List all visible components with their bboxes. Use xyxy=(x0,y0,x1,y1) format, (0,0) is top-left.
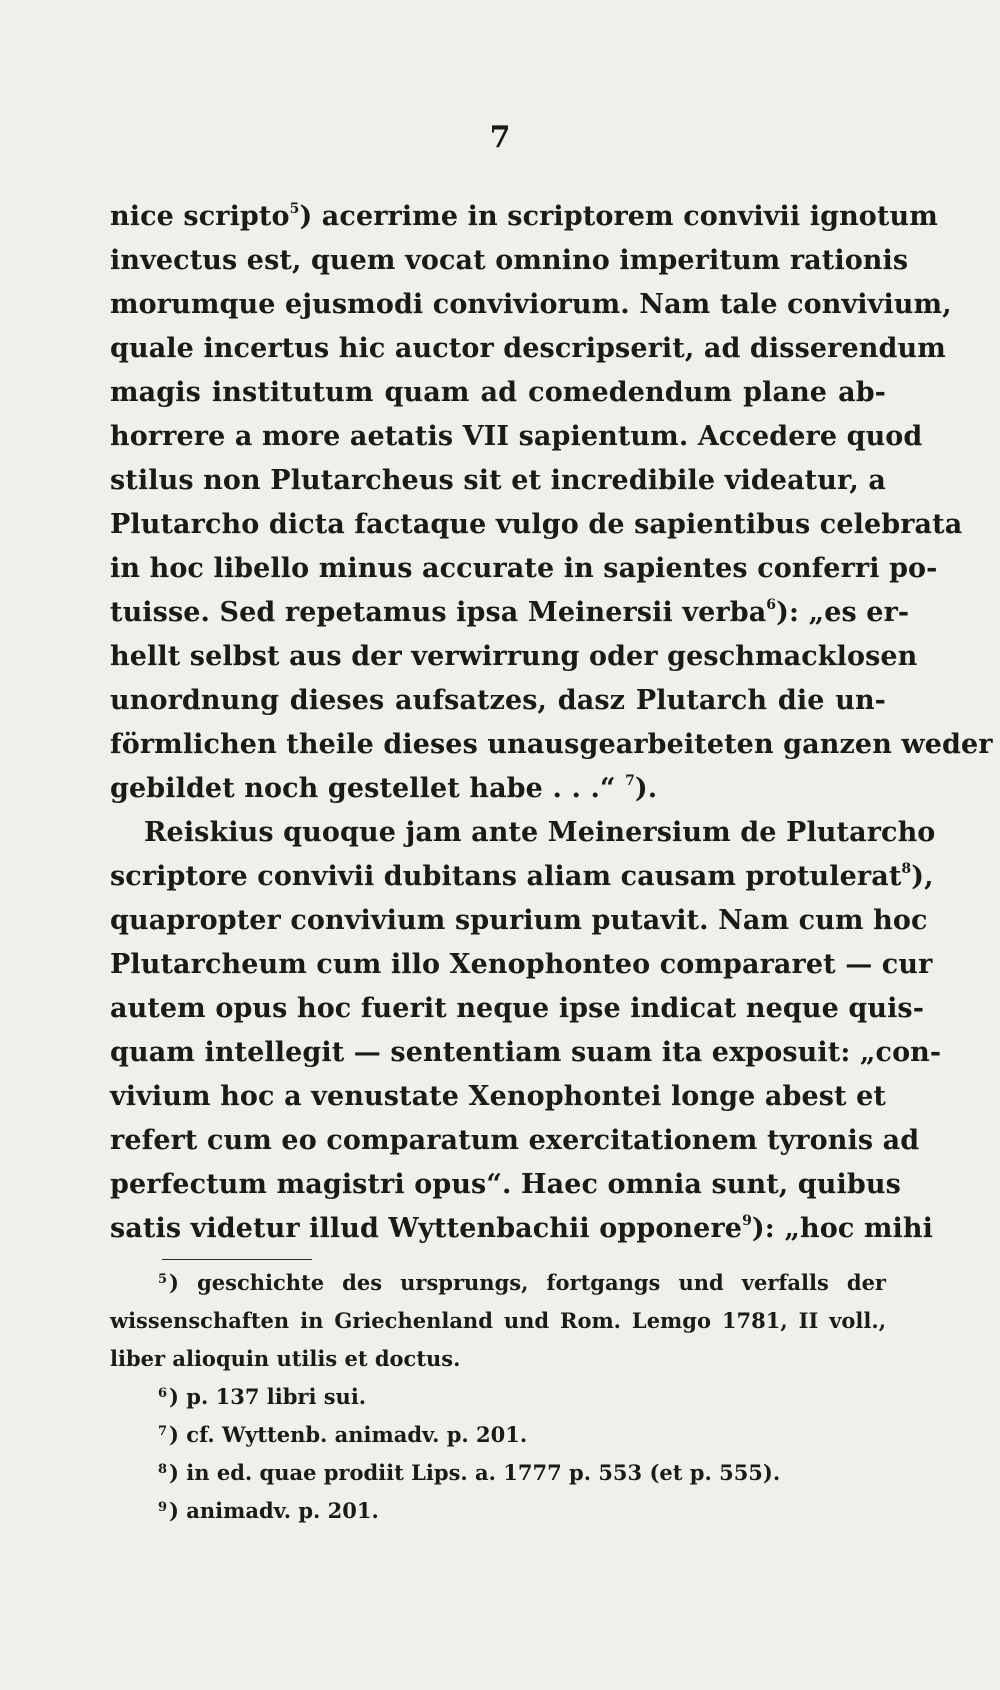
footnote-text: ) p. 137 libri sui. xyxy=(169,1384,367,1409)
text-segment: autem opus hoc fuerit neque ipse indicat neque quis- xyxy=(110,993,925,1024)
text-segment: gebildet noch gestellet habe . . .“ xyxy=(110,773,626,804)
text-segment: magis institutum quam ad comedendum plane ab- xyxy=(110,377,886,408)
footnote-text: liber alioquin utilis et doctus. xyxy=(110,1346,461,1371)
text-segment: satis videtur illud Wyttenbachii opponere xyxy=(110,1213,743,1244)
footnote-marker: 9 xyxy=(158,1500,168,1515)
text-line xyxy=(110,987,925,1031)
text-segment: tuisse. Sed repetamus ipsa Meinersii verba xyxy=(110,597,767,628)
text-line xyxy=(110,899,928,943)
text-segment: vivium hoc a venustate Xenophontei longe abest et xyxy=(110,1081,886,1112)
text-segment: unordnung dieses aufsatzes, dasz Plutarch die un- xyxy=(110,685,886,716)
footnote-line xyxy=(110,1378,886,1416)
text-segment: scriptore convivii dubitans aliam causam protulerat xyxy=(110,861,902,892)
text-segment: horrere a more aetatis VII sapientum. Accedere quod xyxy=(110,421,923,452)
footnote-divider xyxy=(162,1259,312,1260)
text-line xyxy=(110,459,886,503)
footnote-text: ) geschichte des ursprungs, fortgangs und verfalls der xyxy=(169,1270,886,1295)
page-number: 7 xyxy=(489,120,511,155)
footnote-text: wissenschaften in Griechenland und Rom. Lemgo 1781, II voll., xyxy=(110,1308,886,1333)
text-segment: in hoc libello minus accurate in sapientes conferri po- xyxy=(110,553,938,584)
text-segment: refert cum eo comparatum exercitationem tyronis ad xyxy=(110,1125,920,1156)
footnote-marker: 5 xyxy=(158,1272,168,1287)
text-segment: stilus non Plutarcheus sit et incredibile videatur, a xyxy=(110,465,886,496)
footnote-line xyxy=(110,1302,886,1340)
footnote-text: ) cf. Wyttenb. animadv. p. 201. xyxy=(169,1422,528,1447)
footnote-line xyxy=(110,1264,886,1302)
text-line xyxy=(110,547,938,591)
text-line xyxy=(110,811,936,855)
text-line xyxy=(110,591,910,635)
footnote-marker: 7 xyxy=(158,1424,168,1439)
text-line xyxy=(110,1163,901,1207)
text-line xyxy=(110,327,946,371)
text-segment: Plutarcheum cum illo Xenophonteo compararet — cur xyxy=(110,949,933,980)
main-text xyxy=(110,195,993,1251)
text-segment: quapropter convivium spurium putavit. Nam cum hoc xyxy=(110,905,928,936)
text-segment: ): „hoc mihi xyxy=(751,1213,933,1244)
text-line xyxy=(110,371,886,415)
footnote-reference: 5 xyxy=(289,201,300,217)
text-line xyxy=(110,1207,933,1251)
footnote-text: ) in ed. quae prodiit Lips. a. 1777 p. 553 (et p. 555). xyxy=(169,1460,781,1485)
text-line xyxy=(110,855,934,899)
text-line xyxy=(110,1075,886,1119)
text-segment: quam intellegit — sententiam suam ita exposuit: „con- xyxy=(110,1037,942,1068)
text-segment: ): „es er- xyxy=(776,597,910,628)
text-line xyxy=(110,503,963,547)
text-line xyxy=(110,239,909,283)
footnote-line xyxy=(110,1416,886,1454)
footnote-marker: 6 xyxy=(158,1386,168,1401)
text-line xyxy=(110,723,993,767)
text-segment: ), xyxy=(911,861,934,892)
footnote-reference: 6 xyxy=(766,597,777,613)
text-line xyxy=(110,283,952,327)
text-segment: hellt selbst aus der verwirrung oder geschmacklosen xyxy=(110,641,918,672)
text-line xyxy=(110,1031,942,1075)
footnote-reference: 8 xyxy=(901,861,912,877)
text-line xyxy=(110,679,886,723)
text-segment: Reiskius quoque jam ante Meinersium de Plutarcho xyxy=(144,817,936,848)
footnote-line xyxy=(110,1340,886,1378)
footnote-reference: 7 xyxy=(625,773,635,789)
text-segment: nice scripto xyxy=(110,201,290,232)
footnote-reference: 9 xyxy=(742,1213,752,1229)
text-line xyxy=(110,635,918,679)
footnote-marker: 8 xyxy=(158,1462,168,1477)
text-segment: förmlichen theile dieses unausgearbeiteten ganzen weder xyxy=(110,729,993,760)
footnote-line xyxy=(110,1492,886,1530)
text-line xyxy=(110,195,938,239)
text-line xyxy=(110,1119,920,1163)
text-segment: quale incertus hic auctor descripserit, ad disserendum xyxy=(110,333,946,364)
text-segment: perfectum magistri opus“. Haec omnia sunt, quibus xyxy=(110,1169,901,1200)
text-segment: ) acerrime in scriptorem convivii ignotum xyxy=(299,201,938,232)
text-line xyxy=(110,767,886,811)
footnotes xyxy=(110,1264,886,1530)
footnote-line xyxy=(110,1454,886,1492)
text-line xyxy=(110,415,923,459)
text-segment: invectus est, quem vocat omnino imperitum rationis xyxy=(110,245,909,276)
text-line xyxy=(110,943,933,987)
text-segment: Plutarcho dicta factaque vulgo de sapientibus celebrata xyxy=(110,509,963,540)
footnote-text: ) animadv. p. 201. xyxy=(169,1498,379,1523)
text-segment: morumque ejusmodi conviviorum. Nam tale convivium, xyxy=(110,289,952,320)
text-segment: ). xyxy=(634,773,658,804)
